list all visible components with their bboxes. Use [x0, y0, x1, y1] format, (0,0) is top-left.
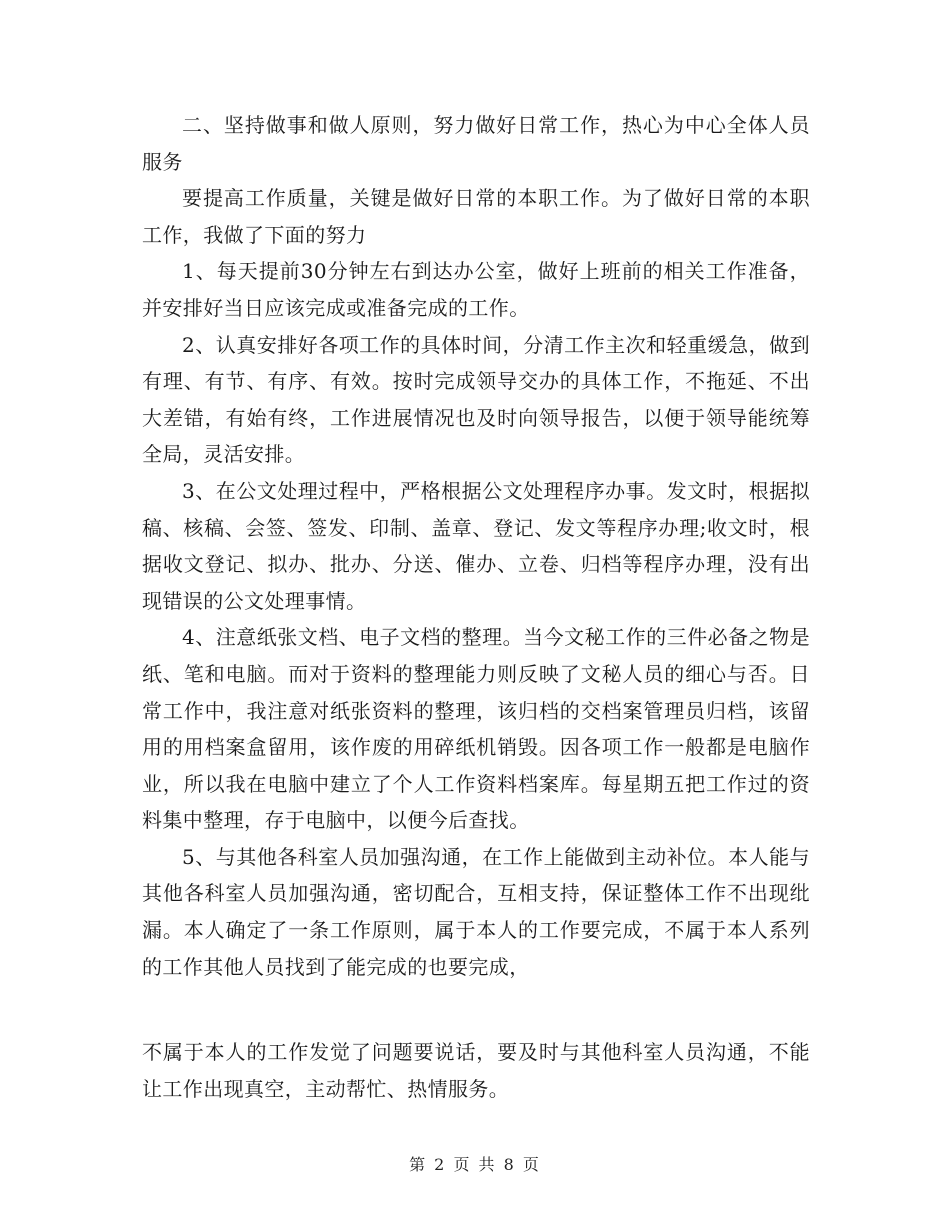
item-paragraph-4: 4、注意纸张文档、电子文档的整理。当今文秘工作的三件必备之物是纸、笔和电脑。而对于资料的整理能力则反映了文秘人员的细心与否。日常工作中，我注意对纸张资料的整理，该归档的交档案管理员归档，该留用的用档案盒留用，该作废的用碎纸机销毁。因各项工作一般都是电脑作业，所以我在电脑中建立了个人工作资料档案库。每星期五把工作过的资料集中整理，存于电脑中，以便今后查找。: [142, 625, 810, 833]
continuation-paragraph: 不属于本人的工作发觉了问题要说话，要及时与其他科室人员沟通，不能让工作出现真空，主动帮忙、热情服务。: [142, 1040, 810, 1101]
continuation-block: [142, 1034, 810, 1107]
intro-paragraph: 要提高工作质量，关键是做好日常的本职工作。为了做好日常的本职工作，我做了下面的努力: [142, 186, 810, 247]
section-heading: 二、坚持做事和做人原则，努力做好日常工作，热心为中心全体人员服务: [142, 113, 810, 174]
page-number-footer: 第 2 页 共 8 页: [409, 1155, 541, 1174]
item-paragraph-5: 5、与其他各科室人员加强沟通，在工作上能做到主动补位。本人能与其他各科室人员加强沟通，密切配合，互相支持，保证整体工作不出现纰漏。本人确定了一条工作原则，属于本人的工作要完成，不属于本人系列的工作其他人员找到了能完成的也要完成，: [142, 844, 810, 979]
item-paragraph-2: 2、认真安排好各项工作的具体时间，分清工作主次和轻重缓急，做到有理、有节、有序、有效。按时完成领导交办的具体工作，不拖延、不出大差错，有始有终，工作进展情况也及时向领导报告，以便于领导能统筹全局，灵活安排。: [142, 332, 810, 467]
item-paragraph-3: 3、在公文处理过程中，严格根据公文处理程序办事。发文时，根据拟稿、核稿、会签、签发、印制、盖章、登记、发文等程序办理;收文时，根据收文登记、拟办、批办、分送、催办、立卷、归档等程序办理，没有出现错误的公文处理事情。: [142, 478, 810, 613]
item-paragraph-1: 1、每天提前30分钟左右到达办公室，做好上班前的相关工作准备，并安排好当日应该完成或准备完成的工作。: [142, 259, 810, 320]
document-body: [142, 107, 810, 985]
